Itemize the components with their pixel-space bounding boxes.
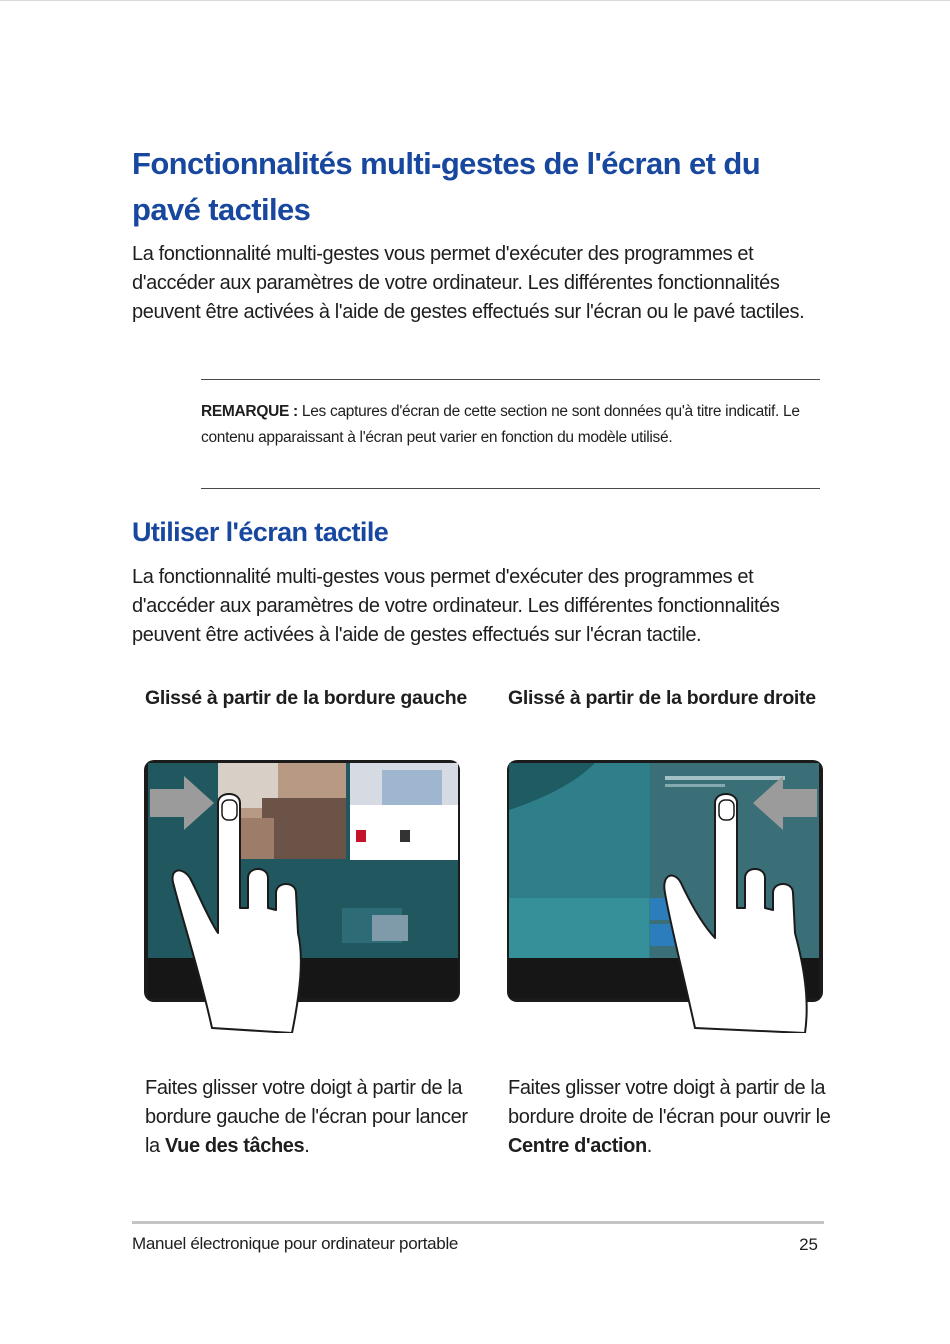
note-text: Les captures d'écran de cette section ne sont données qu'à titre indicatif. Le contenu apparaissant à l'écran peut varier en fonction du modèle utilisé. (201, 403, 800, 446)
left-swipe-illustration (142, 758, 462, 1033)
left-caption-text: Faites glisser votre doigt à partir de la bordure gauche de l'écran pour lancer la (145, 1077, 468, 1157)
right-swipe-illustration (505, 758, 825, 1033)
left-caption-end: . (304, 1135, 310, 1157)
task-view-term: Vue des tâches (164, 1135, 305, 1157)
right-caption-end: . (646, 1135, 652, 1157)
subsection-intro: La fonctionnalité multi-gestes vous permet d'exécuter des programmes et d'accéder aux paramètres de votre ordinateur. Les différentes fonctionnalités peuvent être activées à l'aide de gestes effectués sur l'écran tactile. (132, 566, 780, 646)
subsection-title: Utiliser l'écran tactile (132, 517, 389, 547)
section-title: Fonctionnalités multi-gestes de l'écran et du pavé tactiles (132, 146, 761, 227)
note-top-rule (201, 379, 820, 380)
note-label: REMARQUE : (201, 403, 298, 420)
virtual-desktops-bar (342, 908, 408, 943)
left-swipe-caption (145, 1074, 475, 1161)
tablet-bezel (148, 958, 458, 998)
right-swipe-title: Glissé à partir de la bordure droite (508, 687, 816, 709)
fingernail (719, 800, 734, 820)
fingernail (222, 800, 237, 820)
footer-manual-title: Manuel électronique pour ordinateur portable (132, 1234, 459, 1253)
right-swipe-caption (508, 1074, 838, 1161)
action-center-term: Centre d'action (508, 1135, 647, 1157)
right-caption-text: Faites glisser votre doigt à partir de la bordure droite de l'écran pour ouvrir le (508, 1077, 831, 1128)
top-border (0, 0, 950, 1)
note-bottom-rule (201, 488, 820, 489)
section-intro: La fonctionnalité multi-gestes vous permet d'exécuter des programmes et d'accéder aux paramètres de votre ordinateur. Les différentes fonctionnalités peuvent être activées à l'aide de gestes effectués sur l'écran ou le pavé tactiles. (132, 243, 805, 323)
left-swipe-title: Glissé à partir de la bordure gauche (145, 687, 467, 709)
footer-rule (132, 1221, 824, 1224)
note-box (201, 399, 813, 451)
task-view-thumbnail-store (350, 763, 458, 860)
page-number: 25 (799, 1235, 818, 1254)
